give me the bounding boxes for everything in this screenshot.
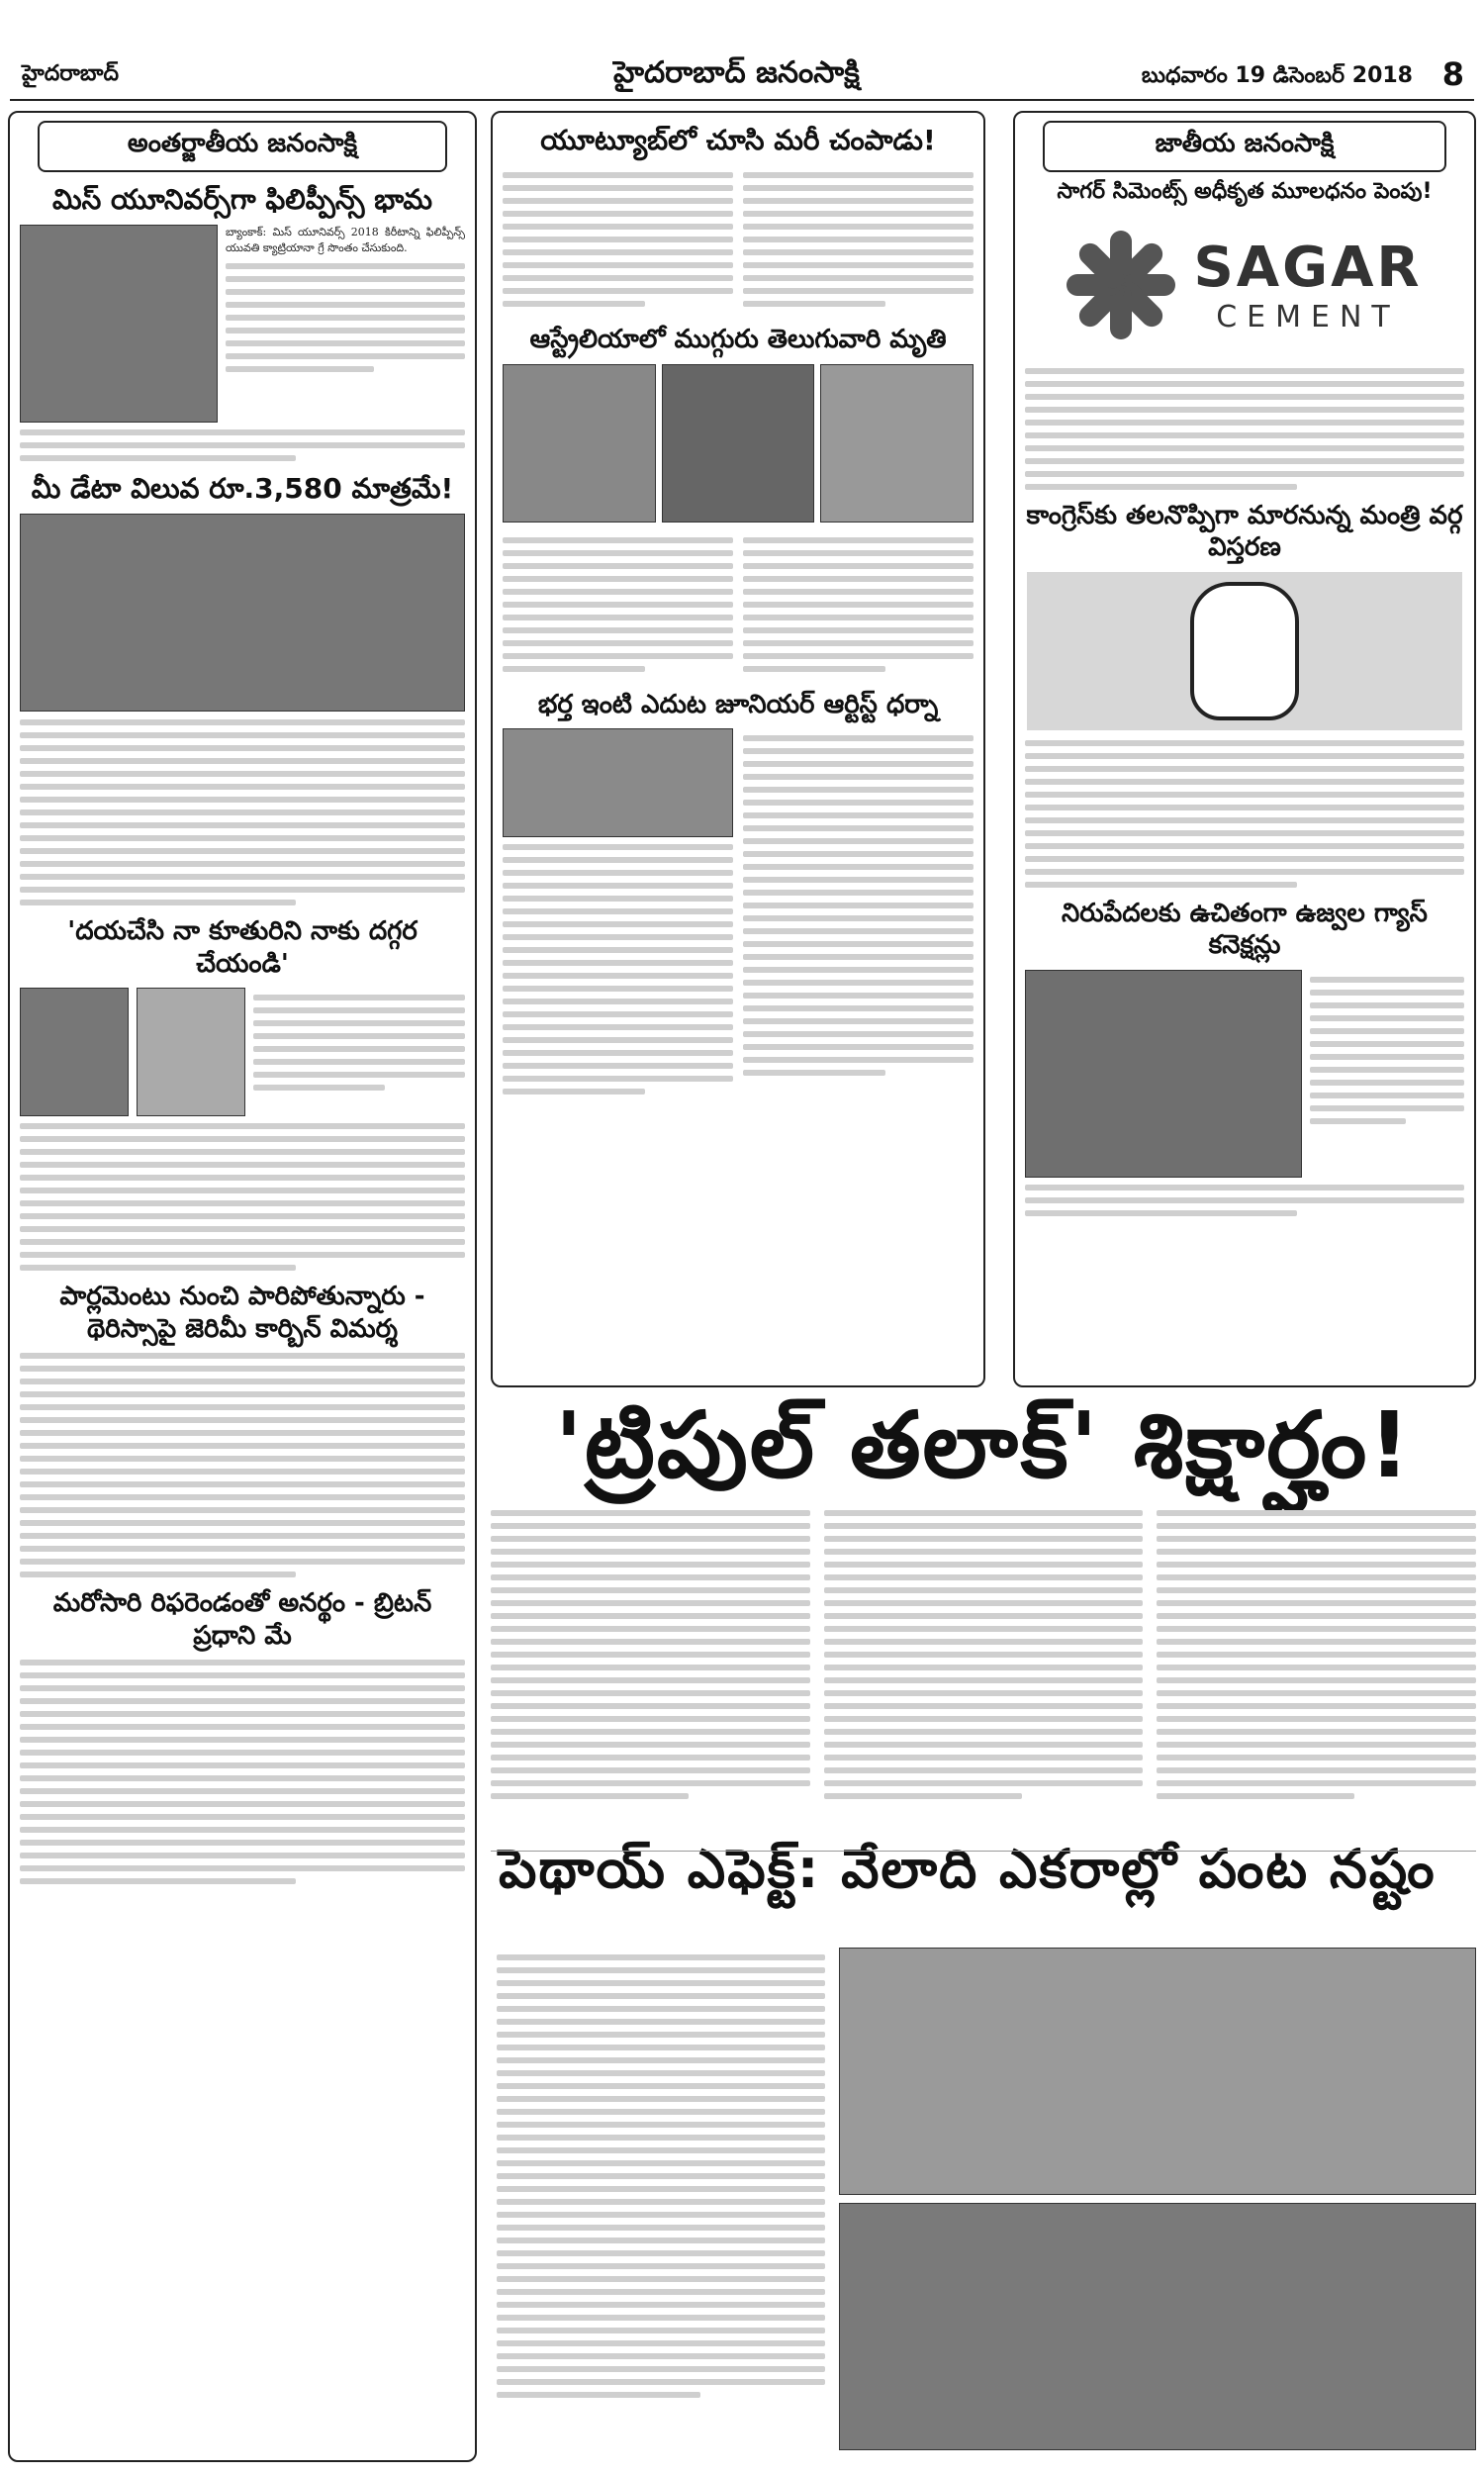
youtube-murder-headline: యూట్యూబ్‌లో చూసి మరీ చంపాడు! [540, 124, 936, 156]
issue-date: బుధవారం 19 డిసెంబర్ 2018 [1141, 63, 1413, 88]
victim-photo-1 [503, 364, 656, 523]
corbyn-criticism-headline: పార్లమెంటు నుంచి పారిపోతున్నారు - థెరిస్సాపై జెరిమీ కార్బిన్ విమర్శ [59, 1282, 425, 1344]
flooded-field-photo-1 [839, 1948, 1476, 2195]
sagar-cement-logo [1015, 216, 1474, 354]
cabinet-expansion-body [1015, 740, 1474, 888]
father-photo [20, 988, 129, 1116]
pethai-effect-headline: పెథాయ్ ఎఫెక్ట్: వేలాది ఎకరాల్లో పంట నష్టం [499, 1838, 1437, 1901]
youtube-murder-body-b [743, 165, 974, 314]
triple-talaq-body-a [491, 1503, 810, 1806]
city-label: హైదరాబాద్ [22, 61, 119, 86]
sagar-logo-word: SAGAR [1193, 235, 1423, 300]
pethai-effect-body [491, 1948, 831, 2405]
daughter-plea-headline: 'దయచేసి నా కూతురిని నాకు దగ్గర చేయండి' [67, 916, 417, 979]
victim-photo-2 [662, 364, 815, 523]
corbyn-criticism-body [10, 1353, 475, 1577]
sagar-cement-body [1015, 368, 1474, 490]
newspaper-brand: హైదరాబాద్ జనంసాక్షి [613, 55, 860, 90]
daughter-plea-body-cont [10, 1123, 475, 1271]
ujjwala-gas-headline: నిరుపేదలకు ఉచితంగా ఉజ్వల గ్యాస్ కనెక్షన్లు [1062, 898, 1428, 960]
congress-hand-icon [1190, 582, 1299, 720]
junior-artist-body-a [503, 844, 733, 1095]
daughter-plea-body [253, 988, 465, 1116]
section-banner-national: జాతీయ జనంసాక్షి [1043, 121, 1446, 172]
australia-deaths-headline: ఆస్ట్రేలియాలో ముగ్గురు తెలుగువారి మృతి [529, 325, 947, 354]
miss-universe-byline: బ్యాంకాక్: మిస్ యూనివర్స్ 2018 కిరీటాన్ని ఫిలిప్పీన్స్ యువతి క్యాట్రియానా గ్రే సొంతం చేసుకుంది. [226, 226, 465, 254]
data-value-headline: మీ డేటా విలువ రూ.3,580 మాత్రమే! [31, 472, 454, 505]
international-news-column [8, 111, 477, 2462]
flooded-fields-photos [839, 1948, 1476, 2454]
cabinet-expansion-headline: కాంగ్రెస్‌కు తలనొప్పిగా మారనున్న మంత్రి వర్గ విస్తరణ [1026, 500, 1463, 562]
triple-talaq-story [491, 1392, 1476, 1901]
youtube-murder-body-a [503, 165, 733, 314]
national-news-column [1013, 111, 1476, 1387]
sagar-logo-sub: CEMENT [1216, 299, 1400, 334]
triple-talaq-body-b [824, 1503, 1144, 1806]
australia-deaths-body-a [503, 530, 733, 679]
miss-universe-body [226, 225, 465, 423]
masthead-rule [10, 99, 1474, 101]
miss-universe-headline: మిస్ యూనివర్స్‌గా ఫిలిప్పీన్స్ భామ [51, 183, 433, 216]
hacker-photo [20, 514, 465, 712]
triple-talaq-body-c [1157, 1503, 1476, 1806]
congress-hand-image [1027, 572, 1462, 730]
gas-cylinders-photo [1025, 970, 1302, 1178]
australia-deaths-body-b [743, 530, 974, 679]
junior-artist-dharna-headline: భర్త ఇంటి ఎదుట జూనియర్ ఆర్టిస్ట్ ధర్నా [537, 689, 939, 719]
bride-photo [137, 988, 245, 1116]
referendum-headline: మరోసారి రిఫరెండంతో అనర్థం - బ్రిటన్ ప్రధాని మే [52, 1588, 432, 1651]
ujjwala-gas-body-cont [1015, 1185, 1474, 1216]
junior-artist-body-b [743, 728, 974, 1101]
ujjwala-gas-body [1310, 970, 1464, 1178]
data-value-body [10, 719, 475, 905]
miss-universe-body-cont [10, 429, 475, 461]
referendum-body [10, 1660, 475, 1884]
regional-news-column [491, 111, 985, 1387]
sagar-cement-headline: సాగర్ సిమెంట్స్ అధీకృత మూలధనం పెంపు! [1057, 179, 1433, 204]
miss-universe-photo [20, 225, 218, 423]
page-number: 8 [1441, 55, 1464, 93]
triple-talaq-headline: 'ట్రిపుల్ తలాక్' శిక్షార్హం! [554, 1392, 1413, 1498]
story-divider [491, 1851, 1476, 1852]
masthead [0, 0, 1484, 99]
section-banner-international: అంతర్జాతీయ జనంసాక్షి [38, 121, 447, 172]
couple-photo [503, 728, 733, 837]
sagar-flower-icon [1067, 231, 1175, 339]
victim-photo-3 [820, 364, 974, 523]
flooded-field-photo-2 [839, 2203, 1476, 2450]
